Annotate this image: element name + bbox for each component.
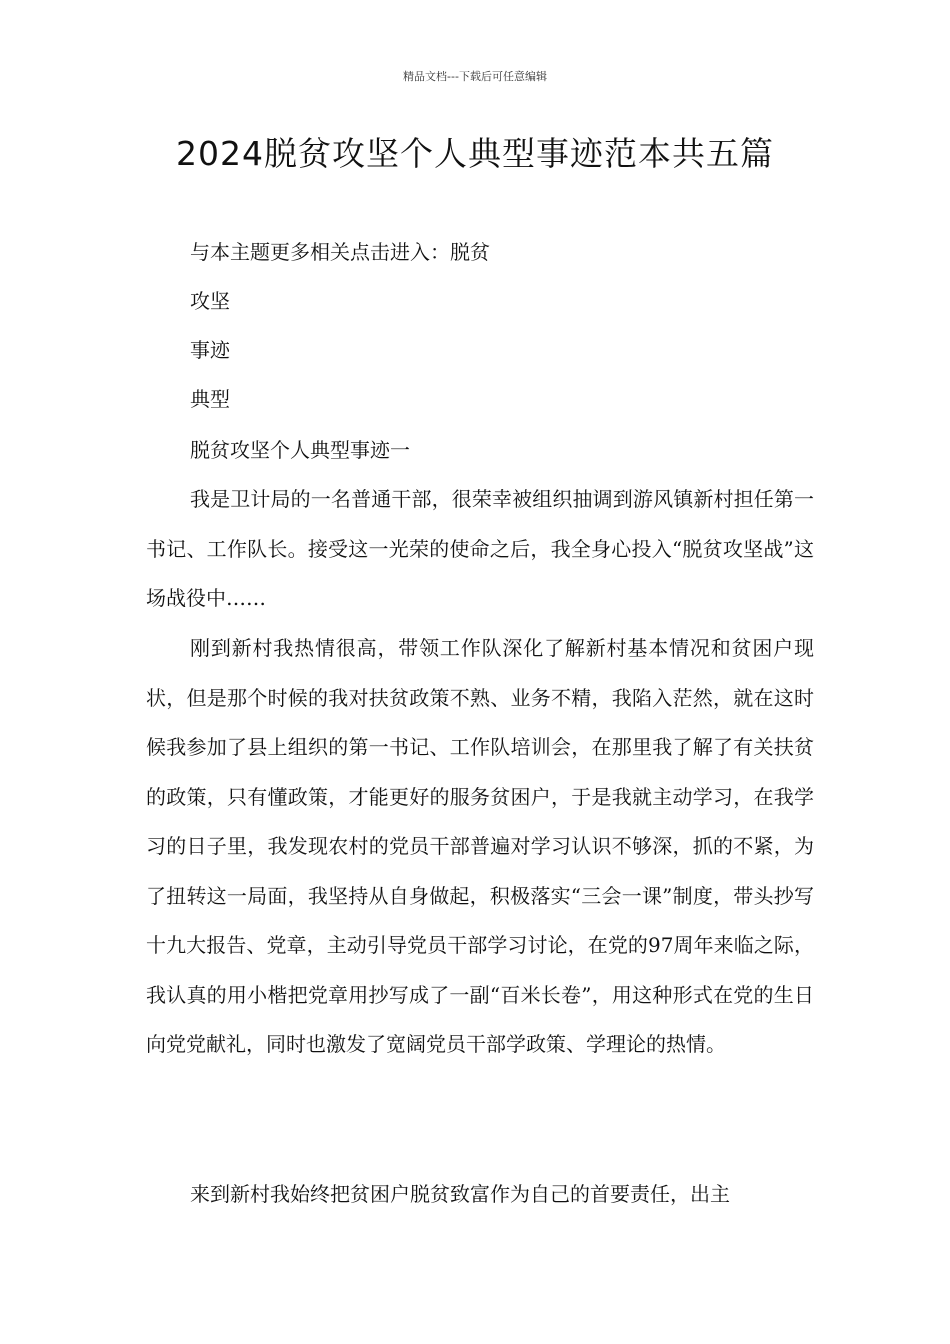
header-note: 精品文档---下载后可任意编辑 <box>403 70 547 83</box>
body-paragraph: 我是卫计局的一名普通干部，很荣幸被组织抽调到游风镇新村担任第一书记、工作队长。接受这一光荣的使命之后，我全身心投入“脱贫攻坚战”这场战役中…… <box>146 487 814 610</box>
section-heading: 脱贫攻坚个人典型事迹一 <box>190 438 410 462</box>
related-topic-link[interactable]: 事迹 <box>190 338 230 362</box>
body-paragraph: 刚到新村我热情很高，带领工作队深化了解新村基本情况和贫困户现状，但是那个时候的我对扶贫政策不熟、业务不精，我陷入茫然，就在这时候我参加了县上组织的第一书记、工作队培训会，在那里我了解了有关扶贫的政策，只有懂政策，才能更好的服务贫困户，于是我就主动学习，在我学习的日子里，我发现农村的党员干部普遍对学习认识不够深，抓的不紧，为了扭转这一局面，我坚持从自身做起，积极落实“三会一课”制度，带头抄写十九大报告、党章，主动引导党员干部学习讨论，在党的97周年来临之际，我认真的用小楷把党章用抄写成了一副“百米长卷”，用这种形式在党的生日向党党献礼，同时也激发了宽阔党员干部学政策、学理论的热情。 <box>146 636 814 1056</box>
page-title: 2024脱贫攻坚个人典型事迹范本共五篇 <box>176 134 774 173</box>
related-topic-link[interactable]: 攻坚 <box>190 289 230 313</box>
related-topic-link[interactable]: 典型 <box>190 387 230 411</box>
body-paragraph: 来到新村我始终把贫困户脱贫致富作为自己的首要责任，出主 <box>190 1182 730 1206</box>
related-topics-intro: 与本主题更多相关点击进入：脱贫 <box>190 240 490 264</box>
